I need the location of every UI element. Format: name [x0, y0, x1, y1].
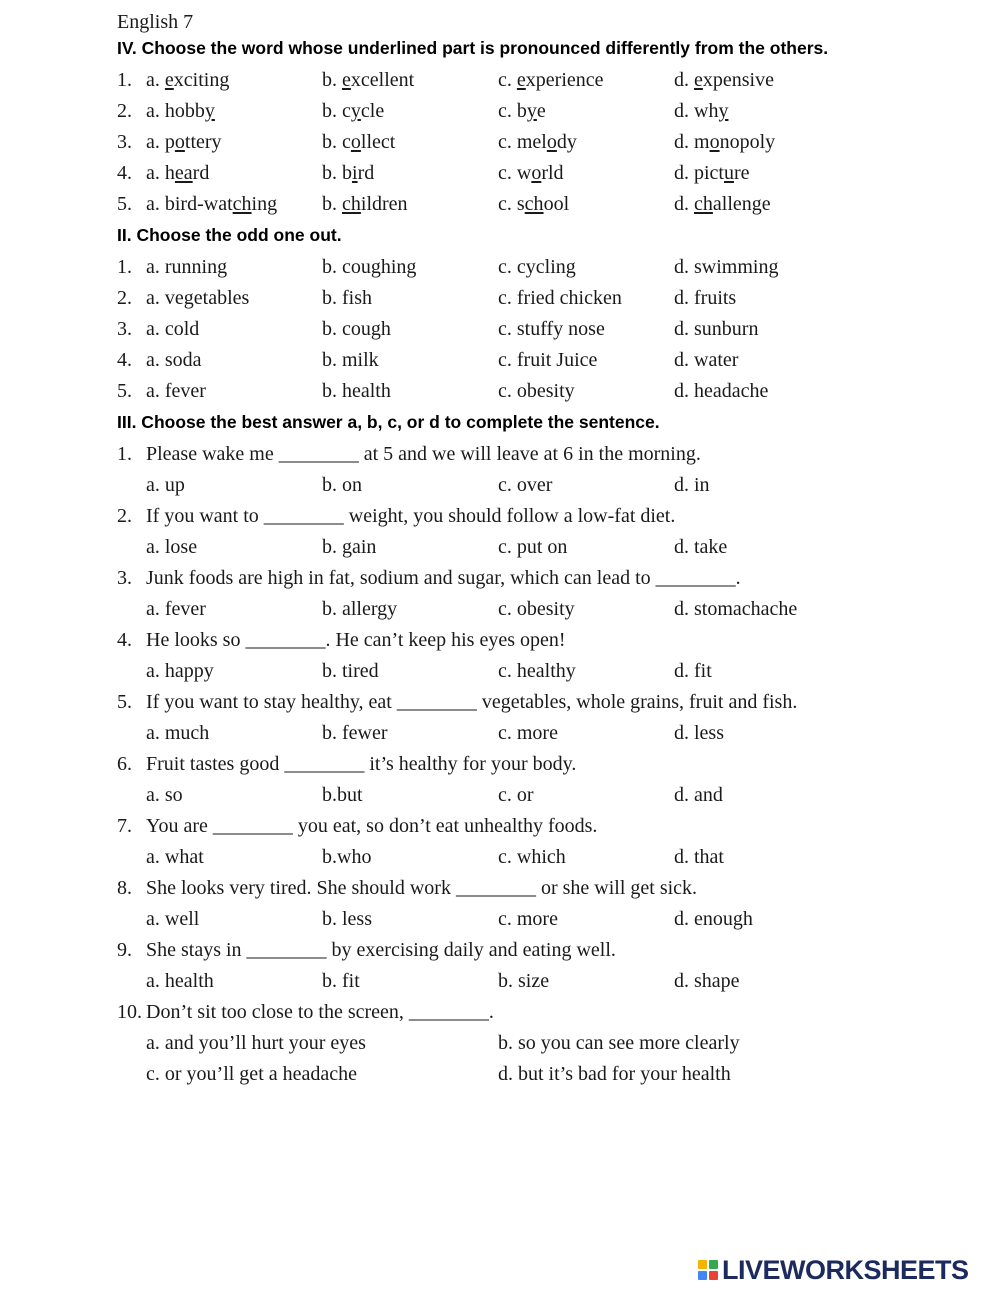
answer-option: d. in — [674, 474, 710, 496]
answer-option: b. tired — [322, 660, 379, 682]
answer-option: a. up — [146, 474, 185, 496]
option-text: ool — [543, 193, 570, 215]
section-best-title: III. Choose the best answer a, b, c, or d to complete the sentence. — [117, 412, 660, 432]
option-text: d. wh — [674, 100, 719, 122]
answer-option — [322, 99, 384, 123]
option-text: a. — [146, 69, 165, 91]
answer-option — [498, 130, 577, 154]
option-text: rld — [541, 162, 564, 184]
question-text: Don’t sit too close to the screen, ________. — [146, 1001, 494, 1023]
answer-option: c. stuffy nose — [498, 318, 605, 340]
answer-option: b.who — [322, 846, 372, 868]
question-text: Fruit tastes good ________ it’s healthy for your body. — [146, 753, 577, 775]
option-text: xciting — [173, 69, 230, 91]
option-text: ildren — [360, 193, 408, 215]
option-text: llect — [360, 131, 396, 153]
question-text: She stays in ________ by exercising daily and eating well. — [146, 939, 616, 961]
question-text: He looks so ________. He can’t keep his eyes open! — [146, 629, 566, 651]
answer-option: a. well — [146, 908, 200, 930]
answer-option: b. so you can see more clearly — [498, 1032, 740, 1054]
answer-option: b. gain — [322, 536, 377, 558]
answer-option: c. which — [498, 846, 566, 868]
underlined-letters: o — [709, 131, 720, 153]
option-text: cle — [360, 100, 385, 122]
answer-option: d. stomachache — [674, 598, 798, 620]
question-number: 5. — [117, 193, 132, 215]
answer-option: c. fruit Juice — [498, 349, 598, 371]
question-number: 1. — [117, 443, 132, 465]
option-text: xperience — [525, 69, 604, 91]
question-number: 2. — [117, 100, 132, 122]
option-text: a. p — [146, 131, 175, 153]
answer-option: d. water — [674, 349, 739, 371]
answer-option — [146, 68, 229, 92]
underlined-letters: ch — [694, 193, 713, 215]
underlined-letters: y — [718, 100, 729, 122]
answer-option: d. and — [674, 784, 723, 806]
answer-option: c. healthy — [498, 660, 576, 682]
answer-option: b. on — [322, 474, 362, 496]
option-text: rd — [357, 162, 375, 184]
option-text: c. w — [498, 162, 532, 184]
option-text: xcellent — [350, 69, 415, 91]
option-text: dy — [556, 131, 577, 153]
answer-option: a. what — [146, 846, 204, 868]
answer-option: c. fried chicken — [498, 287, 622, 309]
answer-option: a. much — [146, 722, 210, 744]
underlined-letters: u — [724, 162, 734, 184]
answer-option: c. put on — [498, 536, 568, 558]
underlined-letters: y — [350, 100, 361, 122]
course-label: English 7 — [117, 11, 194, 33]
question-number: 1. — [117, 256, 132, 278]
underlined-letters: ch — [342, 193, 361, 215]
answer-option — [322, 130, 395, 154]
question-number: 5. — [117, 691, 132, 713]
option-text: ttery — [184, 131, 222, 153]
answer-option: d. fit — [674, 660, 712, 682]
question-number: 5. — [117, 380, 132, 402]
question-number: 3. — [117, 318, 132, 340]
answer-option: c. cycling — [498, 256, 576, 278]
question-number: 1. — [117, 69, 132, 91]
answer-option: c. obesity — [498, 598, 575, 620]
option-text: re — [734, 162, 750, 184]
underlined-letters: y — [526, 100, 537, 122]
answer-option: c. over — [498, 474, 553, 496]
answer-option: b. allergy — [322, 598, 398, 620]
answer-option: d. that — [674, 846, 724, 868]
answer-option: a. lose — [146, 536, 198, 558]
answer-option: b. fewer — [322, 722, 388, 744]
answer-option — [146, 192, 277, 216]
option-text: b. b — [322, 162, 352, 184]
underlined-letters: o — [174, 131, 185, 153]
option-text: a. hobb — [146, 100, 205, 122]
answer-option: a. happy — [146, 660, 214, 682]
question-number: 10. — [117, 1001, 142, 1023]
question-number: 4. — [117, 162, 132, 184]
logo-square — [709, 1260, 718, 1269]
answer-option — [146, 130, 222, 154]
answer-option: c. more — [498, 722, 558, 744]
answer-option — [322, 68, 414, 92]
answer-option — [322, 161, 374, 185]
answer-option: b. milk — [322, 349, 379, 371]
answer-option: b. cough — [322, 318, 391, 340]
option-text: d. — [674, 69, 694, 91]
question-text: You are ________ you eat, so don’t eat unhealthy foods. — [146, 815, 598, 837]
answer-option: b. size — [498, 970, 550, 992]
option-text: b. — [322, 69, 342, 91]
answer-option: a. fever — [146, 380, 206, 402]
question-number: 6. — [117, 753, 132, 775]
answer-option: a. health — [146, 970, 214, 992]
underlined-letters: ea — [174, 162, 193, 184]
option-text: b. c — [322, 131, 351, 153]
option-text: c. b — [498, 100, 527, 122]
option-text: c. — [498, 69, 517, 91]
answer-option: a. soda — [146, 349, 202, 371]
option-text: d. — [674, 193, 694, 215]
underlined-letters: e — [164, 69, 174, 91]
question-number: 9. — [117, 939, 132, 961]
answer-option — [146, 161, 209, 185]
answer-option — [674, 99, 728, 123]
answer-option — [146, 99, 215, 123]
answer-option: a. so — [146, 784, 183, 806]
question-number: 2. — [117, 287, 132, 309]
option-text: ing — [251, 193, 278, 215]
answer-option — [322, 192, 408, 216]
answer-option — [674, 130, 775, 154]
answer-option: b. coughing — [322, 256, 417, 278]
answer-option: b.but — [322, 784, 363, 806]
underlined-letters: o — [531, 162, 542, 184]
question-text: If you want to stay healthy, eat ________ vegetables, whole grains, fruit and fish. — [146, 691, 798, 713]
answer-option — [498, 192, 569, 216]
answer-option: d. take — [674, 536, 728, 558]
option-text: allenge — [712, 193, 771, 215]
logo-square — [698, 1260, 707, 1269]
question-text: Please wake me ________ at 5 and we will leave at 6 in the morning. — [146, 443, 701, 465]
section-odd-title: II. Choose the odd one out. — [117, 225, 342, 245]
section-pronunciation-title: IV. Choose the word whose underlined part is pronounced differently from the others. — [117, 38, 829, 58]
question-number: 8. — [117, 877, 132, 899]
question-number: 4. — [117, 349, 132, 371]
option-text: c. mel — [498, 131, 547, 153]
answer-option — [498, 68, 604, 92]
question-number: 3. — [117, 567, 132, 589]
option-text: rd — [192, 162, 210, 184]
logo-square — [709, 1271, 718, 1280]
option-text: b. — [322, 193, 342, 215]
underlined-letters: o — [350, 131, 361, 153]
answer-option: b. less — [322, 908, 372, 930]
logo-wordmark: LIVEWORKSHEETS — [722, 1255, 969, 1285]
option-text: a. h — [146, 162, 175, 184]
underlined-letters: ch — [524, 193, 544, 215]
answer-option — [674, 68, 774, 92]
underlined-letters: e — [342, 69, 351, 91]
answer-option: a. vegetables — [146, 287, 250, 309]
question-text: Junk foods are high in fat, sodium and sugar, which can lead to ________. — [146, 567, 741, 589]
option-text: c. s — [498, 193, 525, 215]
answer-option: c. or you’ll get a headache — [146, 1063, 358, 1085]
answer-option: c. or — [498, 784, 534, 806]
answer-option — [674, 192, 771, 216]
answer-option: d. enough — [674, 908, 753, 930]
liveworksheets-logo-icon — [698, 1260, 718, 1280]
option-text: d. m — [674, 131, 710, 153]
answer-option: c. more — [498, 908, 558, 930]
option-text: b. c — [322, 100, 351, 122]
underlined-letters: i — [352, 162, 358, 184]
answer-option: d. shape — [674, 970, 740, 992]
option-text: a. bird-wat — [146, 193, 233, 215]
answer-option: d. headache — [674, 380, 769, 402]
answer-option: d. fruits — [674, 287, 737, 309]
question-number: 4. — [117, 629, 132, 651]
answer-option: b. fit — [322, 970, 360, 992]
answer-option — [498, 99, 546, 123]
question-text: If you want to ________ weight, you should follow a low-fat diet. — [146, 505, 676, 527]
answer-option: d. sunburn — [674, 318, 759, 340]
option-text: xpensive — [702, 69, 774, 91]
answer-option: d. swimming — [674, 256, 779, 278]
logo-square — [698, 1271, 707, 1280]
underlined-letters: e — [694, 69, 703, 91]
answer-option: b. fish — [322, 287, 372, 309]
liveworksheets-logo — [698, 1255, 969, 1285]
answer-option: a. cold — [146, 318, 200, 340]
option-text: d. pict — [674, 162, 724, 184]
question-number: 2. — [117, 505, 132, 527]
answer-option: d. but it’s bad for your health — [498, 1063, 731, 1085]
underlined-letters: e — [516, 69, 526, 91]
answer-option: a. running — [146, 256, 228, 278]
answer-option — [674, 161, 750, 185]
answer-option: a. and you’ll hurt your eyes — [146, 1032, 366, 1054]
answer-option: d. less — [674, 722, 724, 744]
underlined-letters: ch — [232, 193, 252, 215]
option-text: nopoly — [719, 131, 776, 153]
answer-option — [498, 161, 564, 185]
answer-option: b. health — [322, 380, 391, 402]
question-number: 7. — [117, 815, 132, 837]
answer-option: a. fever — [146, 598, 206, 620]
answer-option: c. obesity — [498, 380, 575, 402]
underlined-letters: y — [204, 100, 215, 122]
question-number: 3. — [117, 131, 132, 153]
option-text: e — [536, 100, 546, 122]
underlined-letters: o — [546, 131, 557, 153]
question-text: She looks very tired. She should work ________ or she will get sick. — [146, 877, 698, 899]
